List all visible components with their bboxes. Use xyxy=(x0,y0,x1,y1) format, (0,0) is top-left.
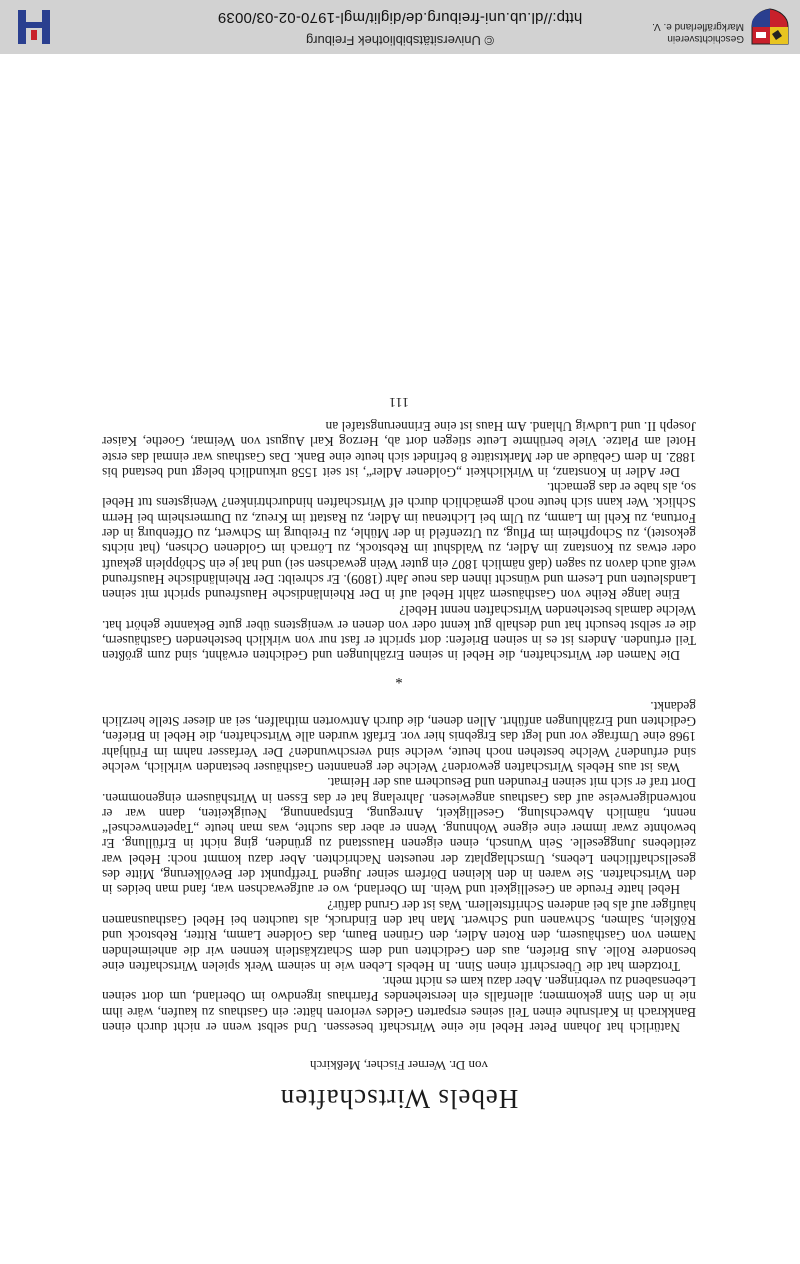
paragraph: Hebel hatte Freude an Geselligkeit und Wein. Im Oberland, wo er aufgewachsen war, fand man beides in den Wirtschaften. Sie waren in den kleinen Dörfern seiner Jugend Treffpunkt der Bevölkerung, Mitte des gesellschaftlichen Lebens, Umschlagplatz der neuesten Nachrichten. Aber dazu kommt noch: Hebel war zeitlebens Junggeselle. Sein Wunsch, einen eigenen Hausstand zu gründen, ging nicht in Erfüllung. Er bewohnte zwar immer eine eigene Wohnung. Wenn er aber das suchte, was man heute „Tapetenwechsel“ nennt, nämlich Abwechslung, Geselligkeit, Anregung, Entspannung, Neuigkeiten, dann war er notwendigerweise auf das Gasthaus angewiesen. Jahrelang hat er das Essen in Wirtshäusern eingenommen. Dort traf er sich mit seinen Freunden und Besuchern aus der Heimat. xyxy=(102,775,696,898)
paragraph: Was ist aus Hebels Wirtschaften geworden? Welche der genannten Gasthäuser bestanden wirklich, welche sind erfunden? Welche bestehen noch heute, welche sind verschwunden? Der Verfasser nahm im Frühjahr 1968 eine Umfrage vor und legt das Ergebnis hier vor. Erfaßt wurden alle Wirtschaften, die Hebel in Briefen, Gedichten und Erzählungen anführt. Allen denen, die durch Antworten mithalfen, sei an dieser Stelle herzlich gedankt. xyxy=(102,698,696,775)
page-number: 111 xyxy=(389,393,409,409)
section-separator: * xyxy=(395,670,403,687)
permalink-url[interactable]: http://dl.ub.uni-freiburg.de/diglit/mgl-1970-02-03/0039 xyxy=(217,9,583,26)
paragraph: Eine lange Reihe von Gasthäusern zählt Hebel auf in Der Rheinländische Hausfreund spricht mit seinen Landsleuten und Lesern und wünscht ihnen das neue Jahr (1809). Er schreibt: Der Rheinländische Hausfreund weiß auch davon zu sagen (daß nämlich 1807 ein guter Wein gewachsen sei) und hat je ein Schöpplein gekauft oder etwas zu Konstanz im Adler, zu Waldshut im Rebstock, zu Lörrach im Goldenen Ochsen, (hat nichts gekostet), zu Schopfheim im Pflug, zu Utzenfeld in der Mühle, zu Freiburg im Schwert, zu Offenburg in der Fortuna, zu Kehl im Lamm, zu Ulm bei Lichtenau im Adler, zu Rastatt im Kreuz, zu Durmersheim bei Herrn Schlick. Wer kann sich heute noch gemächlich durch elf Wirtschaften hindurchtrinken? Wenigstens tut Hebel so, als habe er das gemacht. xyxy=(102,480,696,603)
library-footer-bar xyxy=(0,0,800,54)
article-title: Hebels Wirtschaften xyxy=(279,1084,519,1114)
society-name-line1: Geschichtsverein xyxy=(667,33,744,44)
article-author: von Dr. Werner Fischer, Meßkirch xyxy=(310,1058,488,1073)
university-library-logo-icon xyxy=(12,6,56,48)
society-name-line2: Markgräflerland e. V. xyxy=(652,21,744,32)
paragraph: Natürlich hat Johann Peter Hebel nie eine Wirtschaft besessen. Und selbst wenn er nicht durch einen Bankkrach in Karlsruhe einen Teil seines ersparten Geldes verloren hätte: ein Gasthaus zu kaufen, wäre ihm nie in den Sinn gekommen; allenfalls ein leerstehendes Pfarrhaus irgendwo im Oberland, um dort seinen Lebensabend zu verbringen. Aber dazu kam es nicht mehr. xyxy=(102,974,696,1035)
paragraph: Der Adler in Konstanz, in Wirklichkeit „Goldener Adler“, ist seit 1558 urkundlich belegt und bestand bis 1882. In dem Gebäude an der Marktstätte 8 befindet sich heute eine Bank. Das Gasthaus war einmal das erste Hotel am Platze. Viele berühmte Leute stiegen dort ab, Herzog Karl August von Weimar, Goethe, Kaiser Joseph II. und Ludwig Uhland. Am Haus ist eine Erinnerungstafel an xyxy=(102,419,696,480)
paragraph: Die Namen der Wirtschaften, die Hebel in seinen Erzählungen und Gedichten erwähnt, sind zum größten Teil erfunden. Anders ist es in seinen Briefen: dort spricht er fast nur von wirklich bestehenden Gasthäusern, die er selbst besucht hat und deshalb gut kennt oder von denen er wenigstens über gute Bekannte gehört hat. Welche damals bestehenden Wirtschaften nennt Hebel? xyxy=(102,602,696,664)
copyright-text: © Universitätsbibliothek Freiburg xyxy=(305,33,495,48)
paragraph: Trotzdem hat die Überschrift einen Sinn. In Hebels Leben wie in seinem Werk spielen Wirtschaften eine besondere Rolle. Aus Briefen, aus den Gedichten und dem Schatzkästlein kennen wir die anheimelnden Namen von Gasthäusern, den Roten Adler, den Grünen Baum, das Goldene Lamm, Ritter, Rebstock und Rößlein, Salmen, Schwanen und Schwert. Man hat den Eindruck, als tauchten bei Hebel Gasthausnamen häufiger auf als bei anderen Schriftstellern. Was ist der Grund dafür? xyxy=(102,897,696,974)
article-page xyxy=(102,393,696,1114)
